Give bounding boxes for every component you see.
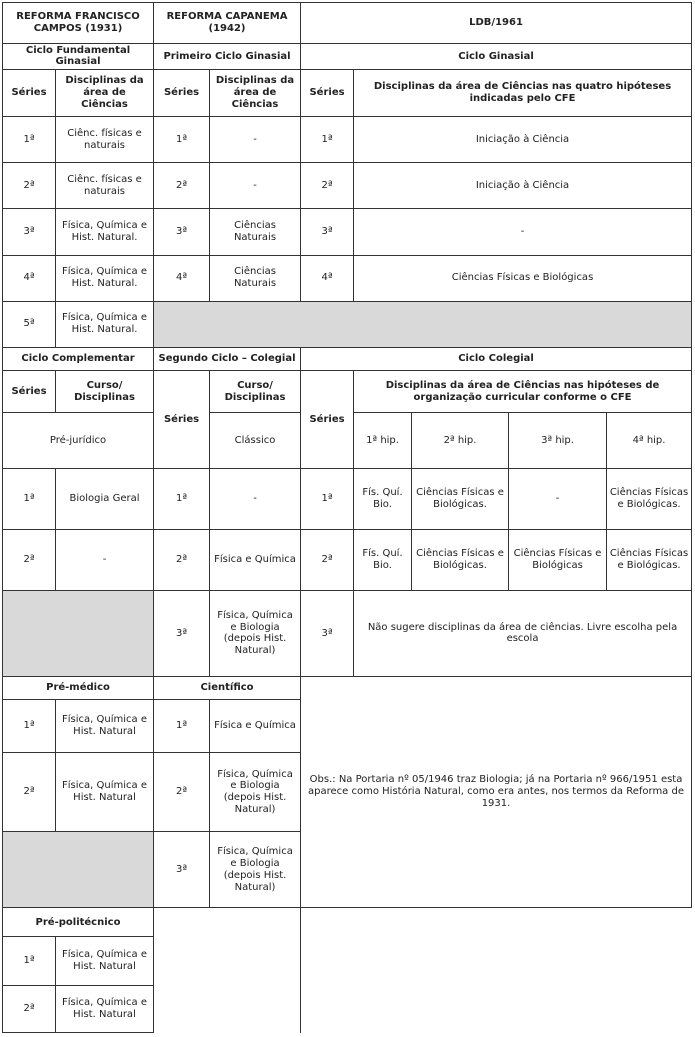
series-header: Séries	[301, 70, 354, 117]
series-header: Séries	[3, 371, 56, 413]
series-header: Séries	[154, 70, 210, 117]
discipline-cell: Física, Química e Hist. Natural	[56, 985, 154, 1032]
table-row	[3, 209, 692, 255]
serie-cell: 1ª	[3, 117, 56, 163]
shaded-empty-cell	[3, 832, 154, 908]
discipline-cell: Ciências Naturais	[210, 209, 301, 255]
hypothesis-cell: Ciências Físicas e Biológicas.	[412, 468, 509, 529]
discipline-cell: -	[56, 529, 154, 590]
serie-cell: 2ª	[3, 163, 56, 209]
shaded-empty-cell	[3, 591, 154, 677]
serie-cell: 2ª	[154, 752, 210, 831]
discipline-cell: Física, Química e Hist. Natural.	[56, 301, 154, 347]
serie-cell: 3ª	[3, 209, 56, 255]
serie-cell: 4ª	[301, 255, 354, 301]
comparison-table	[2, 2, 691, 1033]
discipline-cell: -	[354, 209, 692, 255]
discipline-cell: Física, Química e Hist. Natural.	[56, 209, 154, 255]
hypothesis-cell: Ciências Físicas e Biológicas	[509, 529, 607, 590]
discipline-cell: Iniciação à Ciência	[354, 163, 692, 209]
discipline-cell: Ciênc. físicas e naturais	[56, 117, 154, 163]
discipline-cell: Física, Química e Biologia (depois Hist. Natural)	[210, 752, 301, 831]
empty-area	[154, 908, 301, 1033]
serie-cell: 1ª	[3, 700, 56, 753]
series-header: Séries	[154, 371, 210, 469]
serie-cell: 3ª	[301, 209, 354, 255]
course-classico: Clássico	[210, 413, 301, 469]
table-row	[3, 117, 692, 163]
serie-cell: 4ª	[3, 255, 56, 301]
discipline-cell: Iniciação à Ciência	[354, 117, 692, 163]
serie-cell: 3ª	[154, 591, 210, 677]
cycle-primeiro-ginasial: Primeiro Ciclo Ginasial	[154, 43, 301, 69]
series-header: Séries	[3, 70, 56, 117]
discipline-cell: Ciênc. físicas e naturais	[56, 163, 154, 209]
table-row	[3, 468, 692, 529]
cycle-complementar: Ciclo Complementar	[3, 347, 154, 371]
discipline-cell: Física e Química	[210, 529, 301, 590]
discipline-cell: -	[210, 163, 301, 209]
table-row	[3, 529, 692, 590]
discipline-cell: Física, Química e Hist. Natural	[56, 752, 154, 831]
discipline-cell: Biologia Geral	[56, 468, 154, 529]
serie-cell: 1ª	[301, 468, 354, 529]
series-header: Séries	[301, 371, 354, 469]
hypothesis-cell: Ciências Físicas e Biológicas.	[412, 529, 509, 590]
serie-cell: 1ª	[3, 468, 56, 529]
hypothesis-cell: Fís. Quí. Bio.	[354, 468, 412, 529]
course-pre-medico: Pré-médico	[3, 676, 154, 700]
serie-cell: 3ª	[154, 832, 210, 908]
observation-note: Obs.: Na Portaria nº 05/1946 traz Biologia; já na Portaria nº 966/1951 esta aparece como História Natural, como era antes, nos termos da Reforma de 1931.	[301, 676, 692, 908]
table-row	[3, 591, 692, 677]
serie-cell: 1ª	[154, 117, 210, 163]
course-header: Curso/ Disciplinas	[56, 371, 154, 413]
cycle-segundo-colegial: Segundo Ciclo – Colegial	[154, 347, 301, 371]
serie-cell: 2ª	[3, 529, 56, 590]
table-row	[3, 163, 692, 209]
header-capanema: REFORMA CAPANEMA (1942)	[154, 3, 301, 44]
serie-cell: 2ª	[154, 529, 210, 590]
cycle-ginasial: Ciclo Ginasial	[301, 43, 692, 69]
course-pre-politecnico: Pré-politécnico	[3, 908, 154, 937]
hypothesis-cell: Ciências Físicas e Biológicas.	[607, 468, 692, 529]
discipline-cell: Ciências Naturais	[210, 255, 301, 301]
header-ldb: LDB/1961	[301, 3, 692, 44]
serie-cell: 3ª	[301, 591, 354, 677]
serie-cell: 2ª	[301, 529, 354, 590]
serie-cell: 5ª	[3, 301, 56, 347]
shaded-empty-cell	[154, 301, 692, 347]
cycle-fundamental-ginasial: Ciclo Fundamental Ginasial	[3, 43, 154, 69]
serie-cell: 2ª	[154, 163, 210, 209]
serie-cell: 2ª	[3, 985, 56, 1032]
hypothesis-cell: Fís. Quí. Bio.	[354, 529, 412, 590]
discipline-cell: -	[210, 468, 301, 529]
hypothesis-label: 3ª hip.	[509, 413, 607, 469]
hypothesis-cell: -	[509, 468, 607, 529]
table-row	[3, 255, 692, 301]
ldb-note-cell: Não sugere disciplinas da área de ciências. Livre escolha pela escola	[354, 591, 692, 677]
course-pre-juridico: Pré-jurídico	[3, 413, 154, 469]
serie-cell: 1ª	[154, 700, 210, 753]
serie-cell: 3ª	[154, 209, 210, 255]
header-francisco-campos: REFORMA FRANCISCO CAMPOS (1931)	[3, 3, 154, 44]
ldb-disciplines-header: Disciplinas da área de Ciências nas quatro hipóteses indicadas pelo CFE	[354, 70, 692, 117]
hypothesis-label: 4ª hip.	[607, 413, 692, 469]
discipline-cell: Física e Química	[210, 700, 301, 753]
cycle-colegial: Ciclo Colegial	[301, 347, 692, 371]
serie-cell: 1ª	[3, 937, 56, 985]
course-cientifico: Científico	[154, 676, 301, 700]
ldb-hypotheses-header: Disciplinas da área de Ciências nas hipóteses de organização curricular conforme o CFE	[354, 371, 692, 413]
discipline-cell: Física, Química e Hist. Natural.	[56, 255, 154, 301]
disciplines-header: Disciplinas da área de Ciências	[56, 70, 154, 117]
hypothesis-cell: Ciências Físicas e Biológicas.	[607, 529, 692, 590]
hypothesis-label: 1ª hip.	[354, 413, 412, 469]
discipline-cell: Física, Química e Biologia (depois Hist. Natural)	[210, 832, 301, 908]
empty-area	[301, 908, 692, 1033]
serie-cell: 1ª	[154, 468, 210, 529]
serie-cell: 1ª	[301, 117, 354, 163]
reforms-table	[2, 2, 692, 1033]
disciplines-header: Disciplinas da área de Ciências	[210, 70, 301, 117]
hypothesis-label: 2ª hip.	[412, 413, 509, 469]
table-row	[3, 301, 692, 347]
discipline-cell: Física, Química e Hist. Natural	[56, 700, 154, 753]
serie-cell: 4ª	[154, 255, 210, 301]
discipline-cell: Ciências Físicas e Biológicas	[354, 255, 692, 301]
discipline-cell: Física, Química e Biologia (depois Hist. Natural)	[210, 591, 301, 677]
serie-cell: 2ª	[301, 163, 354, 209]
discipline-cell: Física, Química e Hist. Natural	[56, 937, 154, 985]
course-header: Curso/ Disciplinas	[210, 371, 301, 413]
serie-cell: 2ª	[3, 752, 56, 831]
discipline-cell: -	[210, 117, 301, 163]
